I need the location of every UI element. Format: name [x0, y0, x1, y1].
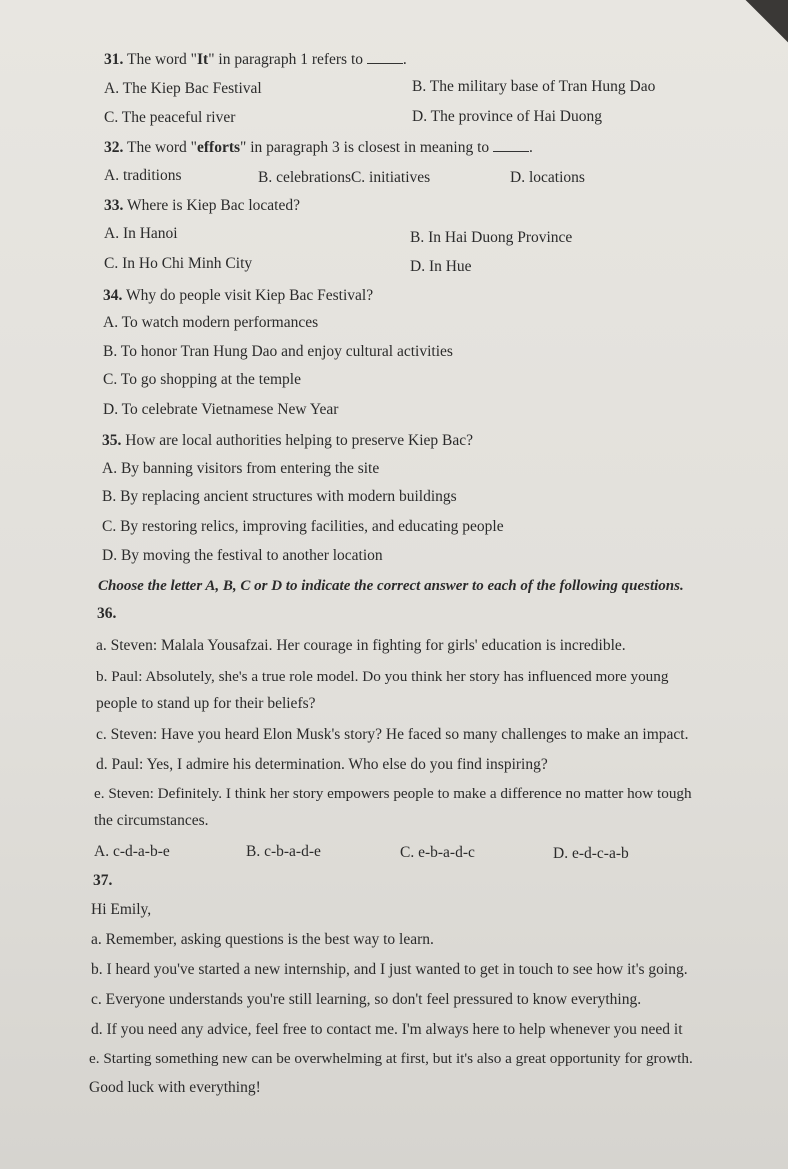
- q34-option-c: C. To go shopping at the temple: [103, 371, 301, 388]
- q36-option-a: A. c-d-a-b-e: [94, 843, 170, 860]
- q36-option-c: C. e-b-a-d-c: [400, 844, 475, 861]
- question-32-stem: 32. The word "efforts" in paragraph 3 is closest in meaning to .: [104, 139, 533, 156]
- answer-blank: [493, 139, 529, 152]
- q32-option-a: A. traditions: [104, 167, 182, 184]
- q31-option-a: A. The Kiep Bac Festival: [104, 80, 262, 97]
- question-number: 31.: [104, 51, 124, 68]
- q37-line-b: b. I heard you've started a new internship, and I just wanted to get in touch to see how it's going.: [91, 961, 688, 978]
- q37-line-d: d. If you need any advice, feel free to contact me. I'm always here to help whenever you need it: [91, 1021, 683, 1038]
- q37-line-e: e. Starting something new can be overwhelming at first, but it's also a great opportunity for growth.: [89, 1050, 693, 1067]
- q37-greeting: Hi Emily,: [91, 901, 152, 918]
- q36-line-e1: e. Steven: Definitely. I think her story empowers people to make a difference no matter how tough: [94, 785, 692, 802]
- q36-line-c: c. Steven: Have you heard Elon Musk's story? He faced so many challenges to make an impact.: [96, 726, 689, 743]
- page-corner-shadow: [746, 0, 788, 42]
- question-36-number: 36.: [97, 605, 117, 622]
- q37-line-c: c. Everyone understands you're still learning, so don't feel pressured to know everything.: [91, 991, 642, 1008]
- question-33-stem: 33. Where is Kiep Bac located?: [104, 197, 300, 214]
- answer-blank: [367, 51, 403, 64]
- q31-option-c: C. The peaceful river: [104, 109, 236, 126]
- q35-option-b: B. By replacing ancient structures with modern buildings: [102, 488, 457, 505]
- q33-option-a: A. In Hanoi: [104, 225, 178, 242]
- q36-line-e2: the circumstances.: [94, 812, 209, 829]
- q34-option-b: B. To honor Tran Hung Dao and enjoy cultural activities: [103, 343, 453, 360]
- q32-option-d: D. locations: [510, 169, 585, 186]
- q36-line-b2: people to stand up for their beliefs?: [96, 695, 316, 712]
- question-34-stem: 34. Why do people visit Kiep Bac Festival?: [103, 287, 374, 304]
- section-instruction: Choose the letter A, B, C or D to indicate the correct answer to each of the following questions.: [98, 578, 684, 594]
- q37-closing: Good luck with everything!: [89, 1079, 261, 1096]
- q33-option-b: B. In Hai Duong Province: [410, 229, 573, 246]
- q34-option-d: D. To celebrate Vietnamese New Year: [103, 401, 339, 418]
- q35-option-a: A. By banning visitors from entering the site: [102, 460, 380, 477]
- q36-option-d: D. e-d-c-a-b: [553, 845, 629, 862]
- q36-line-a: a. Steven: Malala Yousafzai. Her courage in fighting for girls' education is incredible.: [96, 637, 626, 654]
- q33-option-c: C. In Ho Chi Minh City: [104, 255, 253, 272]
- q31-option-d: D. The province of Hai Duong: [412, 108, 602, 125]
- question-37-number: 37.: [93, 872, 113, 889]
- q31-option-b: B. The military base of Tran Hung Dao: [412, 78, 656, 95]
- q35-option-d: D. By moving the festival to another location: [102, 547, 383, 564]
- question-35-stem: 35. How are local authorities helping to preserve Kiep Bac?: [102, 432, 474, 449]
- question-31-stem: 31. The word "It" in paragraph 1 refers to .: [104, 51, 407, 68]
- q32-option-bc: B. celebrationsC. initiatives: [258, 169, 431, 186]
- q36-line-b1: b. Paul: Absolutely, she's a true role model. Do you think her story has influenced more young: [96, 668, 669, 685]
- q33-option-d: D. In Hue: [410, 258, 472, 275]
- q36-option-b: B. c-b-a-d-e: [246, 843, 321, 860]
- q34-option-a: A. To watch modern performances: [103, 314, 319, 331]
- q37-line-a: a. Remember, asking questions is the best way to learn.: [91, 931, 434, 948]
- q35-option-c: C. By restoring relics, improving facilities, and educating people: [102, 518, 504, 535]
- q36-line-d: d. Paul: Yes, I admire his determination. Who else do you find inspiring?: [96, 756, 548, 773]
